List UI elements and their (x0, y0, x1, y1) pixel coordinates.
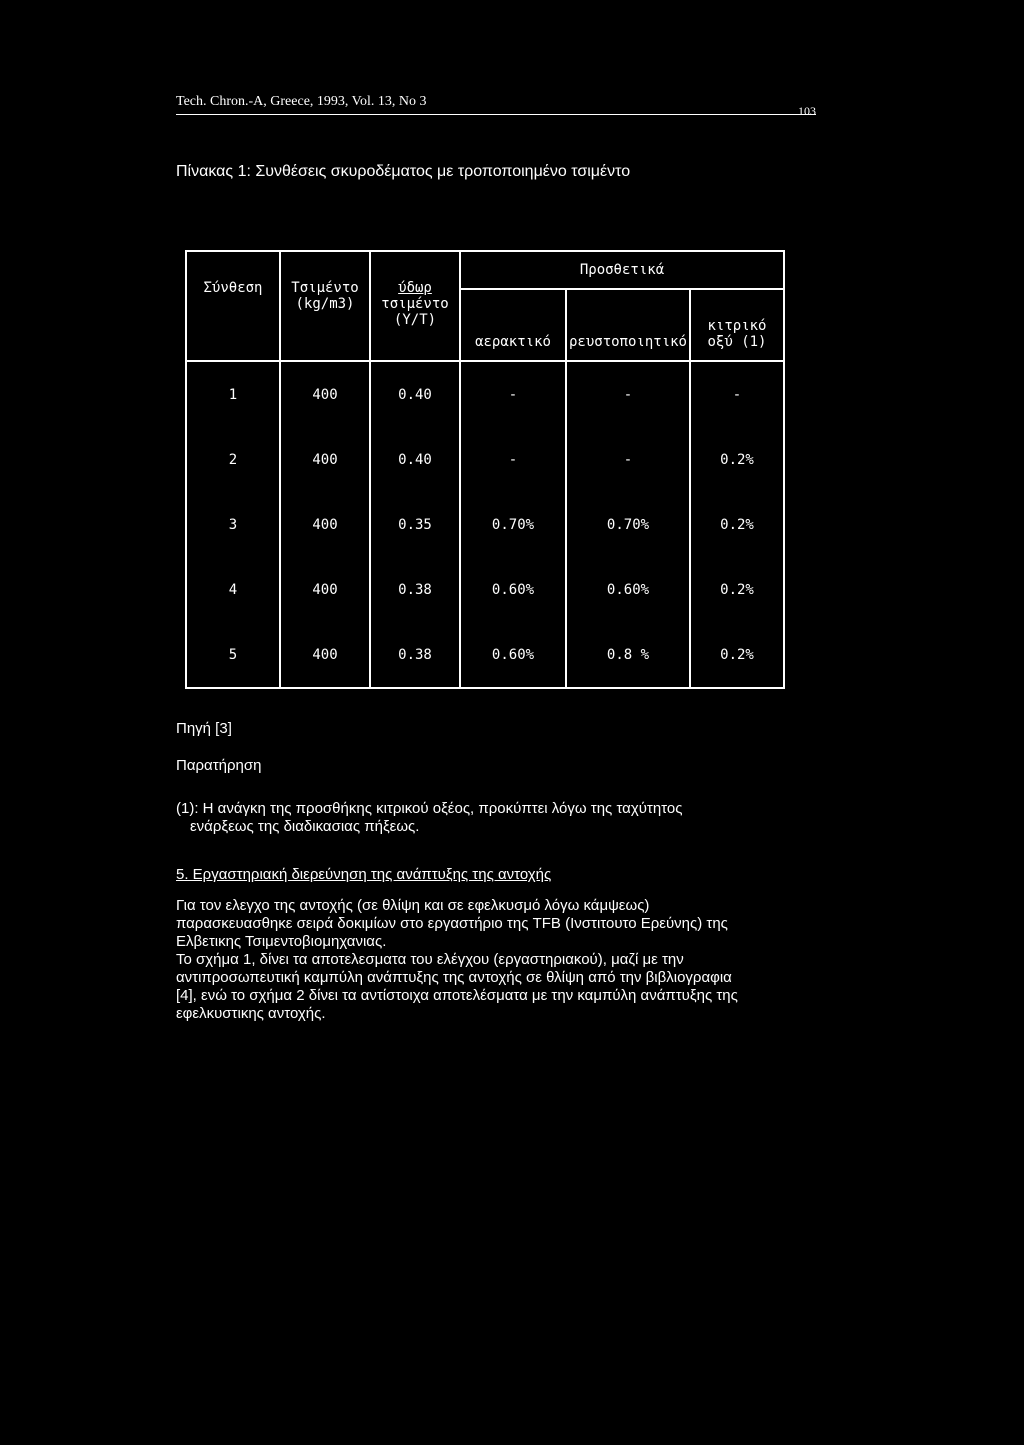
cell-cement: 400 (280, 427, 370, 492)
cell-cement: 400 (280, 622, 370, 688)
cell-composition: 3 (186, 492, 280, 557)
cell-water-cement: 0.40 (370, 427, 460, 492)
body-line: [4], ενώ το σχήμα 2 δίνει τα αντίστοιχα αποτελέσματα με την καμπύλη ανάπτυξης της (176, 987, 738, 1004)
cell-cement: 400 (280, 361, 370, 427)
cell-composition: 2 (186, 427, 280, 492)
header-cement-label: Τσιμέντο (291, 280, 359, 296)
source-note: Πηγή [3] (176, 720, 232, 737)
cell-superplasticizer: 0.70% (566, 492, 690, 557)
header-cement-unit: (kg/m3) (295, 296, 355, 312)
body-line: αντιπροσωπευτική καμπύλη ανάπτυξης της αντοχής σε θλίψη από την βιβλιογραφια (176, 969, 732, 986)
cell-superplasticizer: 0.60% (566, 557, 690, 622)
table-row (186, 557, 784, 622)
table-row (186, 492, 784, 557)
cell-air-entraining: - (460, 427, 566, 492)
header-composition-label: Σύνθεση (203, 280, 263, 296)
header-rule (176, 114, 816, 115)
cell-water-cement: 0.38 (370, 557, 460, 622)
cell-cement: 400 (280, 557, 370, 622)
cell-composition: 4 (186, 557, 280, 622)
cell-cement: 400 (280, 492, 370, 557)
cell-citric-acid: 0.2% (690, 492, 784, 557)
page-number: 103 (798, 104, 816, 118)
cell-superplasticizer: 0.8 % (566, 622, 690, 688)
section-title: 5. Εργαστηριακή διερεύνηση της ανάπτυξης της αντοχής (176, 866, 552, 883)
remark-heading: Παρατήρηση (176, 757, 262, 774)
header-citric-sublabel: οξύ (1) (707, 334, 767, 350)
cell-citric-acid: 0.2% (690, 557, 784, 622)
footnote-line: ενάρξεως της διαδικασιας πήξεως. (190, 818, 420, 835)
header-superplasticizer-label: ρευστοποιητικό (568, 334, 687, 350)
body-line: Το σχήμα 1, δίνει τα αποτελεσματα του ελέγχου (εργαστηριακού), μαζί με την (176, 951, 684, 968)
header-water-cement (370, 251, 460, 361)
header-additives (460, 251, 784, 289)
mix-composition-table (185, 250, 785, 689)
header-superplasticizer (566, 289, 690, 361)
header-water-label: ύδωρ (398, 280, 432, 296)
cell-superplasticizer: - (566, 361, 690, 427)
cell-air-entraining: - (460, 361, 566, 427)
header-composition (186, 251, 280, 361)
header-citric-acid (690, 289, 784, 361)
table-row (186, 622, 784, 688)
header-wc-symbol: (Y/T) (393, 312, 437, 328)
table-caption: Πίνακας 1: Συνθέσεις σκυροδέματος με τροποποιημένο τσιμέντο (176, 163, 631, 180)
cell-citric-acid: - (690, 361, 784, 427)
header-cement-denominator: τσιμέντο (381, 296, 449, 312)
body-line: Για τον ελεγχο της αντοχής (σε θλίψη και σε εφελκυσμό λόγω κάμψεως) (176, 897, 650, 914)
body-line: παρασκευασθηκε σειρά δοκιμίων στο εργαστήριο της TFB (Ινστιτουτο Ερεύνης) της (176, 915, 728, 932)
cell-composition: 1 (186, 361, 280, 427)
section-body (176, 897, 816, 1023)
table-row (186, 427, 784, 492)
running-head: Tech. Chron.-A, Greece, 1993, Vol. 13, No 3 (176, 94, 427, 109)
table-row (186, 361, 784, 427)
cell-citric-acid: 0.2% (690, 427, 784, 492)
footnote-line: (1): Η ανάγκη της προσθήκης κιτρικού οξέος, προκύπτει λόγω της ταχύτητος (176, 800, 683, 817)
cell-air-entraining: 0.60% (460, 622, 566, 688)
cell-air-entraining: 0.60% (460, 557, 566, 622)
header-citric-label: κιτρικό (707, 318, 767, 334)
cell-air-entraining: 0.70% (460, 492, 566, 557)
header-air-entraining (460, 289, 566, 361)
cell-composition: 5 (186, 622, 280, 688)
header-air-entraining-label: αερακτικό (475, 334, 551, 350)
footnote (176, 800, 796, 836)
cell-water-cement: 0.40 (370, 361, 460, 427)
cell-water-cement: 0.35 (370, 492, 460, 557)
body-line: εφελκυστικης αντοχής. (176, 1005, 326, 1022)
page-header (176, 92, 816, 128)
header-cement (280, 251, 370, 361)
header-additives-label: Προσθετικά (579, 262, 665, 278)
body-line: Ελβετικης Τσιμεντοβιομηχανιας. (176, 933, 387, 950)
cell-water-cement: 0.38 (370, 622, 460, 688)
cell-citric-acid: 0.2% (690, 622, 784, 688)
cell-superplasticizer: - (566, 427, 690, 492)
